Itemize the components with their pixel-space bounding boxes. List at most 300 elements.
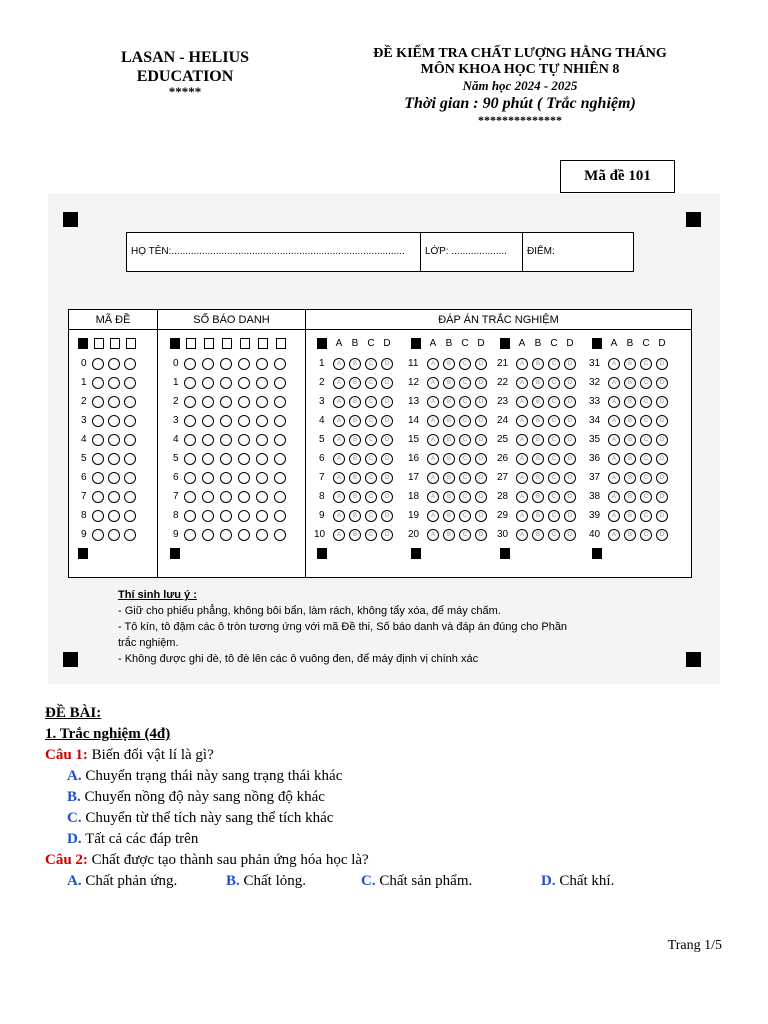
answer-bubble[interactable]: B — [443, 434, 455, 446]
answer-bubble[interactable]: A — [608, 415, 620, 427]
candidate-number-bubble[interactable] — [184, 510, 196, 522]
candidate-number-bubble[interactable] — [202, 491, 214, 503]
exam-code-bubble[interactable] — [124, 453, 136, 465]
candidate-number-bubble[interactable] — [220, 529, 232, 541]
candidate-number-bubble[interactable] — [184, 396, 196, 408]
answer-bubble[interactable]: C — [640, 472, 652, 484]
candidate-number-bubble[interactable] — [238, 472, 250, 484]
candidate-number-bubble[interactable] — [202, 510, 214, 522]
answer-bubble[interactable]: A — [427, 434, 439, 446]
answer-bubble[interactable]: D — [564, 510, 576, 522]
answer-bubble[interactable]: D — [564, 491, 576, 503]
answer-bubble[interactable]: A — [333, 529, 345, 541]
choice-letter: C — [642, 338, 650, 349]
answer-bubble[interactable]: D — [475, 415, 487, 427]
answer-bubble[interactable]: C — [365, 472, 377, 484]
candidate-number-bubble[interactable] — [274, 377, 286, 389]
q2-option-c[interactable] — [361, 871, 472, 892]
answer-bubble[interactable]: C — [365, 491, 377, 503]
candidate-number-bubble[interactable] — [202, 529, 214, 541]
q2-options — [45, 871, 735, 892]
q2-option-b[interactable] — [226, 871, 306, 892]
answer-bubble[interactable]: D — [564, 453, 576, 465]
answer-bubble[interactable]: D — [564, 472, 576, 484]
exam-code-bubble[interactable] — [92, 415, 104, 427]
exam-code-bubble[interactable] — [108, 510, 120, 522]
answer-bubble[interactable]: C — [548, 377, 560, 389]
candidate-number-bubble[interactable] — [256, 491, 268, 503]
code-entry-box[interactable] — [94, 338, 104, 349]
question-number: 2 — [319, 377, 325, 388]
candidate-number-bubble[interactable] — [238, 415, 250, 427]
answer-bubble[interactable]: A — [427, 529, 439, 541]
answer-bubble[interactable]: A — [427, 358, 439, 370]
divider — [157, 310, 158, 577]
candidate-number-bubble[interactable] — [202, 415, 214, 427]
answer-bubble[interactable]: A — [516, 491, 528, 503]
answer-bubble[interactable]: D — [381, 510, 393, 522]
exam-code-bubble[interactable] — [108, 415, 120, 427]
answer-bubble[interactable]: A — [333, 358, 345, 370]
exam-subject: MÔN KHOA HỌC TỰ NHIÊN 8 — [420, 62, 620, 77]
answer-bubble[interactable]: D — [475, 491, 487, 503]
exam-code-bubble[interactable] — [92, 396, 104, 408]
exam-code-bubble[interactable] — [92, 510, 104, 522]
candidate-number-bubble[interactable] — [184, 529, 196, 541]
answer-bubble[interactable]: A — [427, 377, 439, 389]
answer-bubble[interactable]: C — [459, 358, 471, 370]
candidate-number-bubble[interactable] — [184, 377, 196, 389]
answer-bubble[interactable]: D — [475, 358, 487, 370]
candidate-number-bubble[interactable] — [256, 434, 268, 446]
answer-bubble[interactable]: C — [640, 358, 652, 370]
answer-bubble[interactable]: C — [459, 510, 471, 522]
candidate-number-bubble[interactable] — [220, 396, 232, 408]
score-field[interactable]: ĐIỂM: — [527, 246, 555, 257]
candidate-number-bubble[interactable] — [256, 510, 268, 522]
answer-bubble[interactable]: D — [656, 377, 668, 389]
exam-code-box: Mã đề 101 — [560, 160, 675, 193]
question-number: 3 — [319, 396, 325, 407]
sbd-entry-box[interactable] — [240, 338, 250, 349]
candidate-number-bubble[interactable] — [274, 434, 286, 446]
answer-bubble[interactable]: A — [608, 434, 620, 446]
answer-bubble[interactable]: C — [548, 358, 560, 370]
answer-bubble[interactable]: A — [427, 491, 439, 503]
answer-bubble[interactable]: C — [548, 453, 560, 465]
answer-bubble[interactable]: C — [640, 529, 652, 541]
exam-code-bubble[interactable] — [92, 377, 104, 389]
exam-code-bubble[interactable] — [124, 434, 136, 446]
answer-bubble[interactable]: B — [624, 453, 636, 465]
question-number: 22 — [497, 377, 509, 388]
candidate-number-bubble[interactable] — [184, 415, 196, 427]
q1-option-d[interactable] — [45, 829, 735, 850]
exam-code-bubble[interactable] — [124, 358, 136, 370]
exam-code-bubble[interactable] — [108, 396, 120, 408]
answer-bubble[interactable]: A — [333, 510, 345, 522]
answer-bubble[interactable]: C — [459, 415, 471, 427]
answer-bubble[interactable]: B — [624, 358, 636, 370]
answer-bubble[interactable]: D — [656, 510, 668, 522]
exam-code-bubble[interactable] — [124, 377, 136, 389]
answer-bubble[interactable]: B — [624, 529, 636, 541]
answer-bubble[interactable]: C — [459, 434, 471, 446]
candidate-number-bubble[interactable] — [274, 510, 286, 522]
answer-bubble[interactable]: A — [427, 415, 439, 427]
answer-bubble[interactable]: D — [475, 453, 487, 465]
question-number: 20 — [408, 529, 420, 540]
answer-bubble[interactable]: D — [564, 415, 576, 427]
candidate-number-bubble[interactable] — [184, 434, 196, 446]
candidate-number-bubble[interactable] — [202, 396, 214, 408]
candidate-number-bubble[interactable] — [238, 377, 250, 389]
answer-bubble[interactable]: D — [381, 434, 393, 446]
candidate-number-bubble[interactable] — [256, 396, 268, 408]
exam-code-bubble[interactable] — [92, 434, 104, 446]
answer-bubble[interactable]: A — [333, 415, 345, 427]
candidate-number-bubble[interactable] — [184, 472, 196, 484]
answer-bubble[interactable]: A — [608, 529, 620, 541]
answer-bubble[interactable]: C — [459, 396, 471, 408]
answer-bubble[interactable]: D — [381, 529, 393, 541]
candidate-number-bubble[interactable] — [238, 510, 250, 522]
candidate-number-bubble[interactable] — [202, 453, 214, 465]
answer-bubble[interactable]: B — [349, 510, 361, 522]
answer-bubble[interactable]: B — [443, 453, 455, 465]
q2-option-a[interactable] — [67, 871, 177, 892]
timing-mark — [500, 548, 510, 559]
candidate-number-bubble[interactable] — [184, 491, 196, 503]
answer-bubble[interactable]: A — [427, 510, 439, 522]
candidate-number-bubble[interactable] — [202, 472, 214, 484]
answer-bubble[interactable]: A — [516, 529, 528, 541]
answer-bubble[interactable]: D — [564, 396, 576, 408]
digit-label: 9 — [173, 529, 179, 540]
answer-bubble[interactable]: C — [640, 453, 652, 465]
answer-bubble[interactable]: A — [427, 472, 439, 484]
answer-bubble[interactable]: D — [564, 358, 576, 370]
candidate-number-bubble[interactable] — [202, 434, 214, 446]
answer-bubble[interactable]: D — [656, 453, 668, 465]
candidate-number-bubble[interactable] — [238, 529, 250, 541]
answer-bubble[interactable]: D — [656, 472, 668, 484]
answer-bubble[interactable]: C — [365, 529, 377, 541]
q2-option-d[interactable] — [541, 871, 614, 892]
exam-code-bubble[interactable] — [92, 491, 104, 503]
answer-bubble[interactable]: B — [349, 472, 361, 484]
sbd-entry-box[interactable] — [204, 338, 214, 349]
answer-bubble[interactable]: D — [656, 358, 668, 370]
candidate-number-bubble[interactable] — [256, 453, 268, 465]
exam-code-bubble[interactable] — [92, 358, 104, 370]
answer-bubble[interactable]: B — [443, 510, 455, 522]
answer-bubble[interactable]: B — [624, 510, 636, 522]
candidate-number-bubble[interactable] — [274, 529, 286, 541]
answer-bubble[interactable]: D — [564, 377, 576, 389]
exam-code-bubble[interactable] — [124, 510, 136, 522]
answer-bubble[interactable]: B — [624, 415, 636, 427]
answer-bubble[interactable]: D — [381, 377, 393, 389]
answer-bubble[interactable]: D — [381, 491, 393, 503]
student-info-box — [126, 232, 634, 272]
candidate-number-bubble[interactable] — [256, 472, 268, 484]
answer-bubble[interactable]: A — [333, 453, 345, 465]
answer-bubble[interactable]: B — [624, 396, 636, 408]
candidate-number-bubble[interactable] — [238, 453, 250, 465]
answer-bubble[interactable]: B — [443, 415, 455, 427]
answer-bubble[interactable]: C — [640, 377, 652, 389]
name-field[interactable]: HỌ TÊN:.................................................................................... — [131, 246, 405, 257]
question-label: Câu 1: — [45, 747, 88, 763]
exam-code-bubble[interactable] — [108, 358, 120, 370]
answer-bubble[interactable]: B — [349, 377, 361, 389]
answer-bubble[interactable]: B — [443, 377, 455, 389]
answer-bubble[interactable]: A — [333, 472, 345, 484]
candidate-number-bubble[interactable] — [256, 415, 268, 427]
question-number: 39 — [589, 510, 601, 521]
exam-code-bubble[interactable] — [124, 472, 136, 484]
answer-bubble[interactable]: B — [624, 491, 636, 503]
sbd-entry-box[interactable] — [258, 338, 268, 349]
answer-bubble[interactable]: A — [333, 396, 345, 408]
question-2 — [45, 850, 735, 871]
candidate-number-bubble[interactable] — [220, 510, 232, 522]
candidate-number-bubble[interactable] — [274, 358, 286, 370]
answer-bubble[interactable]: A — [516, 377, 528, 389]
answer-bubble[interactable]: D — [656, 396, 668, 408]
exam-code-bubble[interactable] — [124, 396, 136, 408]
answer-bubble[interactable]: A — [427, 453, 439, 465]
answer-bubble[interactable]: A — [608, 472, 620, 484]
answer-bubble[interactable]: B — [443, 396, 455, 408]
answer-bubble[interactable]: A — [516, 510, 528, 522]
answer-bubble[interactable]: B — [349, 453, 361, 465]
answer-bubble[interactable]: C — [640, 415, 652, 427]
candidate-number-bubble[interactable] — [220, 453, 232, 465]
digit-label: 8 — [81, 510, 87, 521]
answer-bubble[interactable]: D — [656, 415, 668, 427]
question-number: 25 — [497, 434, 509, 445]
exam-code-bubble[interactable] — [124, 415, 136, 427]
candidate-number-bubble[interactable] — [220, 491, 232, 503]
answer-bubble[interactable]: B — [624, 377, 636, 389]
answer-bubble[interactable]: D — [381, 415, 393, 427]
exam-code-bubble[interactable] — [108, 529, 120, 541]
option-letter: B. — [67, 789, 81, 805]
candidate-number-bubble[interactable] — [274, 453, 286, 465]
q1-option-b[interactable] — [45, 787, 735, 808]
candidate-number-bubble[interactable] — [238, 491, 250, 503]
answer-bubble[interactable]: D — [656, 529, 668, 541]
candidate-number-bubble[interactable] — [274, 491, 286, 503]
answer-bubble[interactable]: B — [532, 358, 544, 370]
answer-bubble[interactable]: B — [532, 396, 544, 408]
answer-bubble[interactable]: A — [516, 396, 528, 408]
answer-bubble[interactable]: D — [475, 377, 487, 389]
answer-bubble[interactable]: C — [459, 377, 471, 389]
answer-bubble[interactable]: D — [564, 529, 576, 541]
exam-code-bubble[interactable] — [92, 529, 104, 541]
answer-bubble[interactable]: A — [516, 434, 528, 446]
question-label: Câu 2: — [45, 852, 88, 868]
answer-bubble[interactable]: C — [548, 415, 560, 427]
candidate-number-bubble[interactable] — [238, 434, 250, 446]
answer-bubble[interactable]: C — [548, 529, 560, 541]
answer-bubble[interactable]: A — [608, 491, 620, 503]
timing-mark — [78, 338, 88, 349]
answer-bubble[interactable]: B — [532, 491, 544, 503]
answer-bubble[interactable]: C — [548, 491, 560, 503]
exam-code-bubble[interactable] — [92, 453, 104, 465]
answer-bubble[interactable]: C — [459, 453, 471, 465]
answer-bubble[interactable]: C — [365, 358, 377, 370]
answer-bubble[interactable]: C — [365, 415, 377, 427]
answer-bubble[interactable]: B — [532, 415, 544, 427]
answer-bubble[interactable]: B — [443, 472, 455, 484]
answer-bubble[interactable]: D — [475, 529, 487, 541]
timing-mark — [317, 548, 327, 559]
candidate-number-bubble[interactable] — [220, 434, 232, 446]
candidate-number-bubble[interactable] — [238, 358, 250, 370]
answer-bubble[interactable]: C — [365, 453, 377, 465]
candidate-number-bubble[interactable] — [274, 415, 286, 427]
answer-bubble[interactable]: D — [475, 396, 487, 408]
answer-bubble[interactable]: D — [475, 434, 487, 446]
answer-bubble[interactable]: C — [640, 434, 652, 446]
class-field[interactable]: LỚP: .................... — [425, 246, 507, 257]
answer-bubble[interactable]: A — [608, 396, 620, 408]
digit-label: 2 — [173, 396, 179, 407]
code-entry-box[interactable] — [126, 338, 136, 349]
answer-bubble[interactable]: D — [381, 453, 393, 465]
question-number: 30 — [497, 529, 509, 540]
candidate-number-bubble[interactable] — [256, 377, 268, 389]
sbd-entry-box[interactable] — [186, 338, 196, 349]
answer-bubble[interactable]: A — [427, 396, 439, 408]
exam-code-bubble[interactable] — [108, 377, 120, 389]
digit-label: 5 — [173, 453, 179, 464]
answer-bubble[interactable]: A — [516, 472, 528, 484]
answer-bubble[interactable]: B — [443, 358, 455, 370]
answer-bubble[interactable]: A — [333, 377, 345, 389]
answer-bubble[interactable]: B — [349, 358, 361, 370]
answer-bubble[interactable]: A — [608, 358, 620, 370]
answer-bubble[interactable]: C — [548, 472, 560, 484]
answer-bubble[interactable]: B — [443, 491, 455, 503]
answer-bubble[interactable]: C — [548, 510, 560, 522]
answer-bubble[interactable]: C — [365, 510, 377, 522]
answer-bubble[interactable]: C — [640, 510, 652, 522]
candidate-number-bubble[interactable] — [274, 396, 286, 408]
answer-bubble[interactable]: D — [381, 472, 393, 484]
exam-code-bubble[interactable] — [108, 491, 120, 503]
answer-bubble[interactable]: C — [640, 396, 652, 408]
candidate-number-bubble[interactable] — [220, 358, 232, 370]
candidate-number-bubble[interactable] — [256, 358, 268, 370]
answer-bubble[interactable]: A — [516, 358, 528, 370]
answer-bubble[interactable]: A — [333, 491, 345, 503]
answer-bubble[interactable]: A — [516, 415, 528, 427]
exam-stars: ************** — [478, 113, 562, 127]
answer-bubble[interactable]: C — [459, 529, 471, 541]
question-number: 1 — [319, 358, 325, 369]
answer-bubble[interactable]: B — [349, 529, 361, 541]
answer-bubble[interactable]: D — [656, 434, 668, 446]
answer-bubble[interactable]: B — [349, 415, 361, 427]
sbd-entry-box[interactable] — [276, 338, 286, 349]
option-text: Chuyển từ thể tích này sang thể tích khác — [81, 810, 334, 826]
answer-bubble[interactable]: C — [640, 491, 652, 503]
answer-bubble[interactable]: B — [624, 472, 636, 484]
answer-bubble[interactable]: B — [624, 434, 636, 446]
answer-bubble[interactable]: B — [532, 377, 544, 389]
answer-bubble[interactable]: C — [365, 396, 377, 408]
answer-bubble[interactable]: D — [564, 434, 576, 446]
answer-bubble[interactable]: A — [333, 434, 345, 446]
answer-bubble[interactable]: D — [381, 396, 393, 408]
candidate-number-bubble[interactable] — [184, 358, 196, 370]
sbd-entry-box[interactable] — [222, 338, 232, 349]
candidate-number-bubble[interactable] — [256, 529, 268, 541]
answer-bubble[interactable]: A — [608, 453, 620, 465]
answer-bubble[interactable]: B — [349, 491, 361, 503]
answer-bubble[interactable]: B — [532, 529, 544, 541]
candidate-number-bubble[interactable] — [220, 472, 232, 484]
candidate-number-bubble[interactable] — [202, 377, 214, 389]
answer-bubble[interactable]: B — [349, 434, 361, 446]
answer-bubble[interactable]: C — [548, 396, 560, 408]
answer-bubble[interactable]: A — [608, 377, 620, 389]
answer-bubble[interactable]: B — [532, 510, 544, 522]
candidate-number-bubble[interactable] — [202, 358, 214, 370]
question-number: 36 — [589, 453, 601, 464]
candidate-number-bubble[interactable] — [274, 472, 286, 484]
answer-bubble[interactable]: D — [656, 491, 668, 503]
answer-bubble[interactable]: A — [516, 453, 528, 465]
candidate-number-bubble[interactable] — [184, 453, 196, 465]
q1-option-a[interactable] — [45, 766, 735, 787]
code-entry-box[interactable] — [110, 338, 120, 349]
answer-bubble[interactable]: D — [475, 510, 487, 522]
answer-bubble[interactable]: B — [443, 529, 455, 541]
exam-code-bubble[interactable] — [124, 529, 136, 541]
q1-option-c[interactable] — [45, 808, 735, 829]
candidate-number-bubble[interactable] — [220, 377, 232, 389]
choice-letter: C — [550, 338, 558, 349]
answer-bubble[interactable]: B — [532, 453, 544, 465]
candidate-number-bubble[interactable] — [220, 415, 232, 427]
exam-code-bubble[interactable] — [124, 491, 136, 503]
answer-bubble[interactable]: C — [459, 491, 471, 503]
answer-bubble[interactable]: C — [365, 434, 377, 446]
answer-bubble[interactable]: B — [532, 434, 544, 446]
answer-bubble[interactable]: A — [608, 510, 620, 522]
answer-bubble[interactable]: C — [365, 377, 377, 389]
exam-code-bubble[interactable] — [108, 453, 120, 465]
question-number: 27 — [497, 472, 509, 483]
candidate-number-bubble[interactable] — [238, 396, 250, 408]
exam-code-bubble[interactable] — [108, 434, 120, 446]
exam-code-bubble[interactable] — [108, 472, 120, 484]
answer-bubble[interactable]: D — [475, 472, 487, 484]
answer-bubble[interactable]: C — [459, 472, 471, 484]
answer-bubble[interactable]: D — [381, 358, 393, 370]
exam-code-bubble[interactable] — [92, 472, 104, 484]
answer-bubble[interactable]: B — [349, 396, 361, 408]
answer-bubble[interactable]: C — [548, 434, 560, 446]
answer-bubble[interactable]: B — [532, 472, 544, 484]
